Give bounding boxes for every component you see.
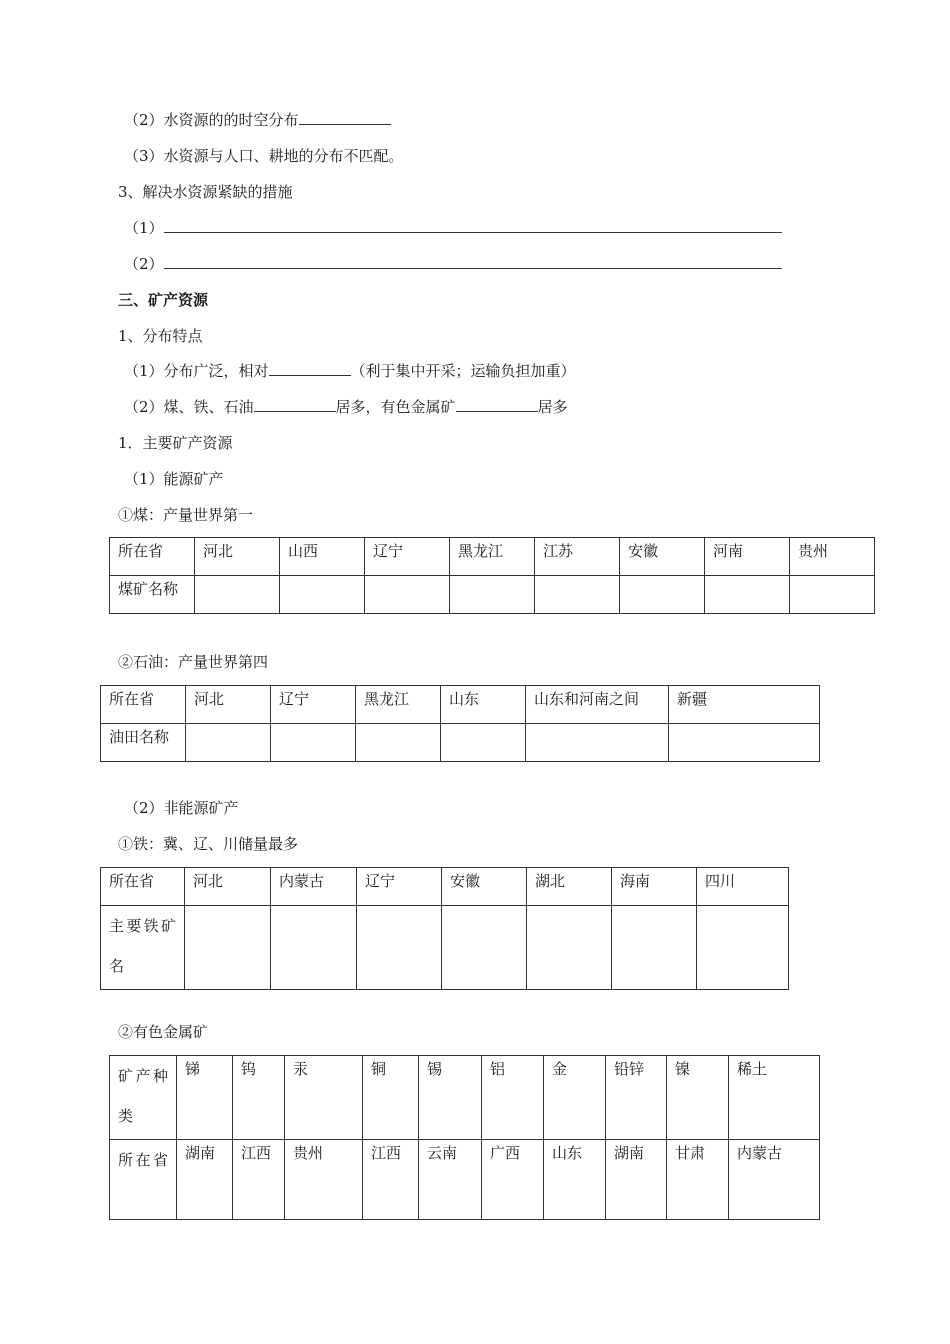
coal-answer-cell[interactable]	[280, 576, 365, 614]
nonenergy-heading: （2）非能源矿产	[124, 799, 239, 817]
mineral-name: 锡	[419, 1056, 482, 1140]
mineral-province: 内蒙古	[729, 1140, 820, 1220]
mineral-name: 铝	[482, 1056, 544, 1140]
mineral-province: 江西	[363, 1140, 419, 1220]
oil-province: 黑龙江	[356, 686, 441, 724]
feature-2-after: 居多	[537, 398, 568, 416]
mineral-province: 湖南	[606, 1140, 667, 1220]
answer-blank[interactable]	[456, 397, 538, 412]
iron-table	[100, 867, 789, 990]
section-title: 三、矿产资源	[118, 291, 209, 309]
oil-table	[100, 685, 820, 762]
oil-answer-cell[interactable]	[186, 724, 271, 762]
mineral-province: 广西	[482, 1140, 544, 1220]
coal-province: 安徽	[620, 538, 705, 576]
feature-2-before: （2）煤、铁、石油	[124, 398, 254, 416]
answer-blank[interactable]	[299, 110, 391, 125]
coal-answer-cell[interactable]	[195, 576, 280, 614]
feature-1-after: （利于集中开采；运输负担加重）	[350, 362, 576, 380]
oil-answer-cell[interactable]	[669, 724, 820, 762]
mineral-province: 江西	[233, 1140, 285, 1220]
iron-province: 湖北	[527, 868, 612, 906]
iron-province: 河北	[185, 868, 271, 906]
water-item-2	[124, 110, 391, 130]
q2-heading: 1．主要矿产资源	[118, 434, 233, 452]
mineral-name: 铅锌	[606, 1056, 667, 1140]
coal-province: 黑龙江	[450, 538, 535, 576]
coal-answer-cell[interactable]	[450, 576, 535, 614]
oil-answer-cell[interactable]	[271, 724, 356, 762]
coal-answer-cell[interactable]	[535, 576, 620, 614]
feature-2	[124, 397, 568, 417]
measure-1	[124, 218, 782, 238]
coal-answer-cell[interactable]	[790, 576, 875, 614]
mineral-name: 稀土	[729, 1056, 820, 1140]
feature-2-mid: 居多，有色金属矿	[335, 398, 456, 416]
coal-heading: ①煤：产量世界第一	[118, 506, 254, 524]
measure-2-label: （2）	[124, 255, 164, 273]
coal-header-label: 所在省	[110, 538, 195, 576]
oil-answer-cell[interactable]	[441, 724, 526, 762]
mineral-province: 贵州	[285, 1140, 363, 1220]
energy-heading: （1）能源矿产	[124, 470, 224, 488]
oil-province: 辽宁	[271, 686, 356, 724]
nonferrous-table	[109, 1055, 820, 1220]
nonferrous-heading: ②有色金属矿	[118, 1023, 209, 1041]
mineral-type-label: 矿产种类	[110, 1056, 177, 1140]
mineral-province: 甘肃	[667, 1140, 729, 1220]
mineral-name: 金	[544, 1056, 606, 1140]
coal-province: 河北	[195, 538, 280, 576]
answer-blank[interactable]	[269, 361, 351, 376]
iron-name-label: 主要铁矿名	[101, 906, 185, 990]
coal-answer-cell[interactable]	[620, 576, 705, 614]
oil-answer-cell[interactable]	[356, 724, 441, 762]
coal-name-label: 煤矿名称	[110, 576, 195, 614]
water-item-3: （3）水资源与人口、耕地的分布不匹配。	[124, 147, 404, 165]
iron-answer-cell[interactable]	[357, 906, 442, 990]
coal-answer-cell[interactable]	[705, 576, 790, 614]
answer-blank[interactable]	[164, 218, 782, 233]
oil-heading: ②石油：产量世界第四	[118, 653, 269, 671]
oil-province: 新疆	[669, 686, 820, 724]
coal-province: 江苏	[535, 538, 620, 576]
oil-province: 山东和河南之间	[526, 686, 669, 724]
iron-province: 四川	[697, 868, 789, 906]
oil-name-label: 油田名称	[101, 724, 186, 762]
iron-province: 辽宁	[357, 868, 442, 906]
mineral-province: 云南	[419, 1140, 482, 1220]
oil-answer-cell[interactable]	[526, 724, 669, 762]
mineral-name: 锑	[177, 1056, 233, 1140]
water-q3-heading: 3、解决水资源紧缺的措施	[118, 183, 293, 201]
iron-heading: ①铁：冀、辽、川储量最多	[118, 835, 299, 853]
iron-answer-cell[interactable]	[612, 906, 697, 990]
iron-province: 内蒙古	[271, 868, 357, 906]
answer-blank[interactable]	[164, 254, 782, 269]
coal-answer-cell[interactable]	[365, 576, 450, 614]
water-item-2-text: （2）水资源的的时空分布	[124, 111, 299, 129]
feature-1-before: （1）分布广泛，相对	[124, 362, 269, 380]
oil-province: 河北	[186, 686, 271, 724]
oil-header-label: 所在省	[101, 686, 186, 724]
coal-table	[109, 537, 875, 614]
iron-answer-cell[interactable]	[442, 906, 527, 990]
mineral-province: 山东	[544, 1140, 606, 1220]
answer-blank[interactable]	[254, 397, 336, 412]
measure-1-label: （1）	[124, 219, 164, 237]
mineral-province: 湖南	[177, 1140, 233, 1220]
iron-header-label: 所在省	[101, 868, 185, 906]
measure-2	[124, 254, 782, 274]
iron-answer-cell[interactable]	[697, 906, 789, 990]
iron-answer-cell[interactable]	[185, 906, 271, 990]
oil-province: 山东	[441, 686, 526, 724]
coal-province: 山西	[280, 538, 365, 576]
mineral-name: 铜	[363, 1056, 419, 1140]
iron-answer-cell[interactable]	[527, 906, 612, 990]
coal-province: 河南	[705, 538, 790, 576]
coal-province: 贵州	[790, 538, 875, 576]
iron-province: 海南	[612, 868, 697, 906]
iron-province: 安徽	[442, 868, 527, 906]
mineral-name: 汞	[285, 1056, 363, 1140]
q1-heading: 1、分布特点	[118, 327, 203, 345]
coal-province: 辽宁	[365, 538, 450, 576]
iron-answer-cell[interactable]	[271, 906, 357, 990]
mineral-name: 镍	[667, 1056, 729, 1140]
mineral-province-label: 所在省	[110, 1140, 177, 1220]
mineral-name: 钨	[233, 1056, 285, 1140]
feature-1	[124, 361, 576, 381]
